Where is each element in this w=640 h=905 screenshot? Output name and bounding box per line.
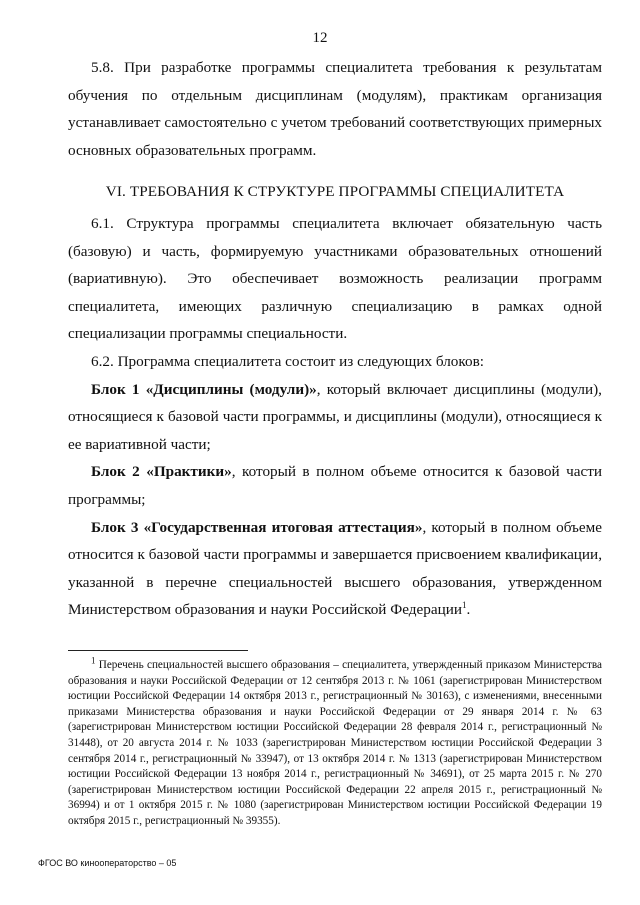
paragraph-5-8: 5.8. При разработке программы специалитета требования к результатам обучения по отдельным дисциплинам (модулям), практикам организация устанавливает самостоятельно с учетом требований соответствующих примерных основных образовательных программ.	[68, 59, 602, 159]
footnote-reference[interactable]: 1	[461, 600, 467, 611]
paragraph-6-2: 6.2. Программа специалитета состоит из следующих блоков:	[91, 352, 484, 370]
footnote-divider	[68, 650, 248, 651]
block-3-end: .	[466, 601, 471, 619]
document-body	[68, 54, 602, 624]
block-2-paragraph	[68, 458, 602, 513]
block-1-text: , который включает дисциплины (модули), относящиеся к базовой части программы, и дисциплины (модули), относящиеся к ее вариативной части;	[68, 380, 602, 453]
footnote	[68, 655, 602, 830]
footnote-mark: 1	[91, 655, 96, 666]
section-heading: VI. ТРЕБОВАНИЯ К СТРУКТУРЕ ПРОГРАММЫ СПЕЦИАЛИТЕТА	[105, 183, 565, 201]
paragraph-6-1: 6.1. Структура программы специалитета включает обязательную часть (базовую) и часть, формируемую участниками образовательных отношений (вариативную). Это обеспечивает возможность реализации программ специалитета, имеющих различную специализацию в рамках одной специализации программы специальности.	[68, 214, 602, 343]
block-1-title: Блок 1 «Дисциплины (модули)»	[91, 380, 317, 398]
footnote-text: Перечень специальностей высшего образования – специалитета, утвержденный приказом Министерства образования и науки Российской Федерации от 12 сентября 2013 г. № 1061 (зарегистрирован Министерством юстиции Российской Федерации 14 октября 2013 г., регистрационный № 30163), с изменениями, внесенными приказами Министерства образования и науки Российской Федерации от 29 января 2014 г. № 63 (зарегистрирован Министерством юстиции Российской Федерации 28 февраля 2014 г., регистрационный № 31448), от 20 августа 2014 г. № 1033 (зарегистрирован Министерством юстиции Российской Федерации 3 сентября 2014 г., регистрационный № 33947), от 13 октября 2014 г. № 1313 (зарегистрирован Министерством юстиции Российской Федерации 13 ноября 2014 г., регистрационный № 34691), от 25 марта 2015 г. № 270 (зарегистрирован Министерством юстиции Российской Федерации 22 апреля 2015 г., регистрационный № 36994) и от 1 октября 2015 г. № 1080 (зарегистрирован Министерством юстиции Российской Федерации 19 октября 2015 г., регистрационный № 39355).	[68, 659, 602, 827]
block-2-text: , который в полном объеме относится к базовой части программы;	[68, 463, 603, 508]
block-3-title: Блок 3 «Государственная итоговая аттестация»	[91, 518, 423, 536]
page-number: 12	[312, 30, 328, 46]
document-footer: ФГОС ВО кинооператорство – 05	[38, 858, 177, 868]
block-1-paragraph	[68, 376, 602, 459]
block-2-title: Блок 2 «Практики»	[91, 463, 232, 481]
block-3-text: , который в полном объеме относится к базовой части программы и завершается присвоением квалификации, указанной в перечне специальностей высшего образования, утвержденном Министерством образования и науки Российской Федерации	[68, 518, 602, 619]
block-3-paragraph	[68, 514, 602, 624]
